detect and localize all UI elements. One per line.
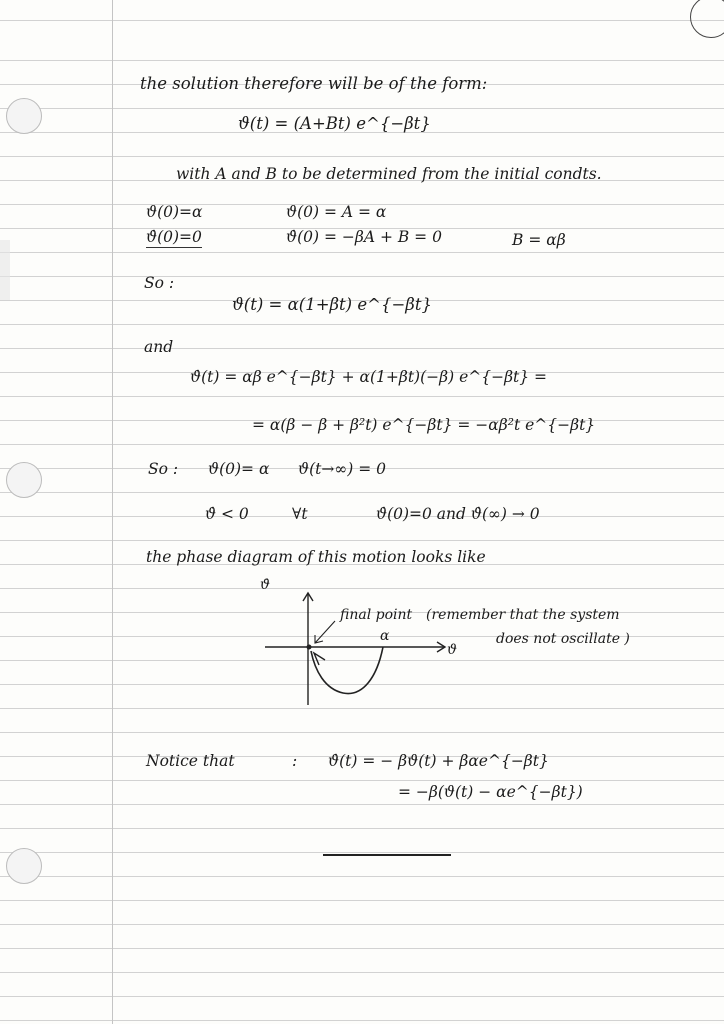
with-text: with A and B to be determined from the initial condts. bbox=[176, 165, 602, 183]
binder-hole bbox=[6, 98, 42, 134]
notice-equation-line2: = −β(ϑ(t) − αe^{−βt}) bbox=[398, 783, 583, 801]
binder-hole bbox=[6, 462, 42, 498]
for-all-t: ∀t bbox=[292, 505, 308, 523]
so-label-second: So : bbox=[148, 460, 179, 478]
b-result: B = αβ bbox=[512, 231, 566, 249]
derivative-equation-line2: = α(β − β + β²t) e^{−βt} = −αβ²t e^{−βt} bbox=[252, 416, 596, 434]
phase-diagram-alpha-label: α bbox=[380, 628, 390, 644]
limit-infinity: ϑ(t→∞) = 0 bbox=[298, 460, 387, 478]
particular-solution-equation: ϑ(t) = α(1+βt) e^{−βt} bbox=[232, 295, 432, 314]
end-rule bbox=[323, 854, 451, 856]
scan-edge-artifact bbox=[0, 240, 10, 300]
notice-label: Notice that bbox=[146, 752, 235, 770]
final-point-label: final point bbox=[340, 607, 413, 623]
evaluation-theta-dot: ϑ̇(0) = −βA + B = 0 bbox=[286, 228, 442, 246]
page-number-circle bbox=[690, 0, 724, 38]
phase-diagram-x-label: ϑ bbox=[447, 642, 458, 658]
so-label: So : bbox=[144, 274, 175, 292]
notice-colon: : bbox=[292, 752, 298, 770]
final-point-marker bbox=[307, 645, 312, 650]
phase-diagram-sketch bbox=[255, 585, 465, 710]
margin-line bbox=[112, 0, 113, 1024]
binder-hole bbox=[6, 848, 42, 884]
theta-dot-limits: ϑ̇(0)=0 and ϑ̇(∞) → 0 bbox=[376, 505, 540, 523]
trajectory-arrow bbox=[314, 653, 325, 665]
phase-diagram-text: the phase diagram of this motion looks like bbox=[146, 548, 486, 566]
oscillation-note-line2: does not oscillate ) bbox=[496, 631, 630, 647]
final-point-pointer bbox=[315, 621, 335, 643]
oscillation-note-line1: (remember that the system bbox=[426, 607, 620, 623]
general-solution-equation: ϑ(t) = (A+Bt) e^{−βt} bbox=[238, 114, 431, 133]
theta-dot-negative: ϑ̇ < 0 bbox=[205, 505, 249, 523]
evaluation-theta: ϑ(0) = A = α bbox=[286, 203, 387, 221]
phase-diagram-y-label: ϑ̇ bbox=[260, 577, 271, 593]
and-label: and bbox=[144, 338, 174, 356]
initial-condition-theta-dot: ϑ̇(0)=0 bbox=[146, 228, 202, 246]
notice-equation-line1: ϑ̇(t) = − βϑ(t) + βαe^{−βt} bbox=[328, 752, 549, 770]
trajectory-curve bbox=[311, 647, 383, 694]
initial-condition-theta: ϑ(0)=α bbox=[146, 203, 203, 221]
limit-initial: ϑ(0)= α bbox=[208, 460, 270, 478]
intro-text: the solution therefore will be of the form: bbox=[140, 74, 488, 93]
derivative-equation-line1: ϑ̇(t) = αβ e^{−βt} + α(1+βt)(−β) e^{−βt} = bbox=[190, 368, 548, 386]
